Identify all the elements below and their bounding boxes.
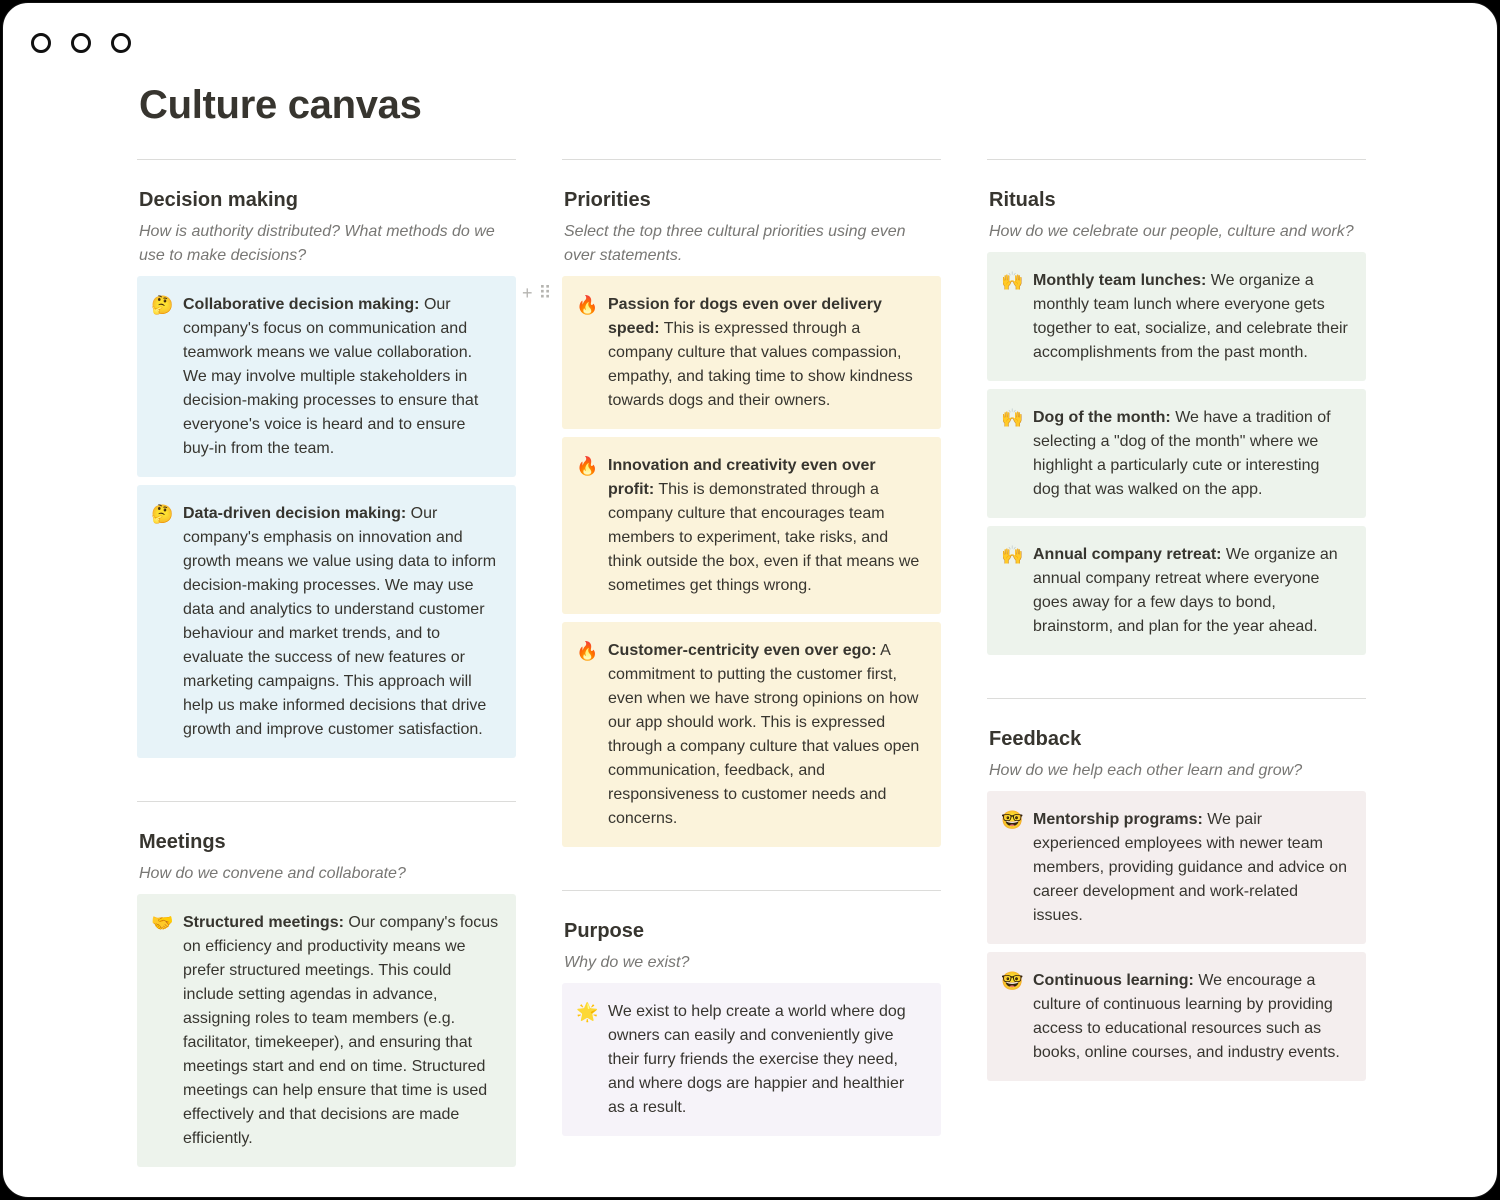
section-description[interactable]: How is authority distributed? What methods do we use to make decisions? bbox=[139, 223, 495, 264]
section-priorities bbox=[562, 159, 941, 847]
callout-heading: Continuous learning: bbox=[1033, 972, 1194, 989]
callout-heading: Collaborative decision making: bbox=[183, 296, 420, 313]
callout-heading: Annual company retreat: bbox=[1033, 546, 1222, 563]
section-title[interactable]: Rituals bbox=[989, 189, 1056, 211]
callout-body: Our company's focus on efficiency and productivity means we prefer structured meetings. This could include setting agendas in advance, assigning roles to team members (e.g. facilitator, timekeeper), and ensuring that meetings start and end on time. Structured meetings can help ensure that time is used effectively and that decisions are made efficiently. bbox=[183, 914, 499, 1147]
callout-heading: Data-driven decision making: bbox=[183, 505, 407, 522]
section-description[interactable]: Why do we exist? bbox=[564, 954, 690, 971]
callout-text[interactable] bbox=[608, 454, 925, 598]
nerd-face-icon[interactable]: 🤓 bbox=[1001, 810, 1024, 830]
callout-block[interactable] bbox=[562, 276, 941, 429]
callout-text[interactable] bbox=[183, 293, 500, 461]
callout-block[interactable] bbox=[137, 894, 516, 1167]
callout-block[interactable] bbox=[137, 276, 516, 477]
callout-block[interactable] bbox=[562, 437, 941, 614]
page-title[interactable]: Culture canvas bbox=[139, 83, 422, 127]
fire-icon[interactable]: 🔥 bbox=[576, 456, 599, 476]
section-title[interactable]: Meetings bbox=[139, 831, 226, 853]
callout-text[interactable] bbox=[1033, 969, 1350, 1065]
callout-text[interactable] bbox=[608, 1000, 925, 1120]
callout-body: This is demonstrated through a company culture that encourages team members to experiment, take risks, and think outside the box, even if that means we sometimes get things wrong. bbox=[608, 481, 920, 594]
callout-block[interactable] bbox=[987, 952, 1366, 1081]
handshake-icon[interactable]: 🤝 bbox=[151, 913, 174, 933]
column-left bbox=[137, 159, 516, 1198]
callout-text[interactable] bbox=[608, 293, 925, 413]
drag-handle-icon[interactable]: ⠿ bbox=[538, 283, 552, 303]
callout-heading: Mentorship programs: bbox=[1033, 811, 1203, 828]
callout-heading: Structured meetings: bbox=[183, 914, 344, 931]
callout-text[interactable] bbox=[608, 639, 925, 831]
callout-body: We organize a monthly team lunch where everyone gets together to eat, socialize, and celebrate their accomplishments from the past month. bbox=[1033, 272, 1348, 361]
block-hover-handle bbox=[522, 283, 552, 303]
callout-body: We encourage a culture of continuous learning by providing access to educational resources such as books, online courses, and industry events. bbox=[1033, 972, 1340, 1061]
section-description[interactable]: How do we celebrate our people, culture and work? bbox=[989, 223, 1354, 240]
callout-text[interactable] bbox=[183, 911, 500, 1151]
callout-text[interactable] bbox=[1033, 808, 1350, 928]
callout-heading: Monthly team lunches: bbox=[1033, 272, 1207, 289]
callout-heading: Passion for dogs even over delivery speed: bbox=[608, 296, 882, 337]
fire-icon[interactable]: 🔥 bbox=[576, 295, 599, 315]
callout-text[interactable] bbox=[1033, 269, 1350, 365]
callout-heading: Customer-centricity even over ego: bbox=[608, 642, 877, 659]
callout-block[interactable] bbox=[137, 485, 516, 758]
window-controls bbox=[31, 33, 131, 53]
section-title[interactable]: Decision making bbox=[139, 189, 298, 211]
section-rituals bbox=[987, 159, 1366, 655]
section-description[interactable]: Select the top three cultural priorities using even over statements. bbox=[564, 223, 906, 264]
callout-body: Our company's focus on communication and teamwork means we value collaboration. We may involve multiple stakeholders in decision-making processes to ensure that everyone's voice is heard and to ensure buy-in from the team. bbox=[183, 296, 479, 457]
callout-text[interactable] bbox=[1033, 406, 1350, 502]
callout-block[interactable] bbox=[562, 983, 941, 1136]
fire-icon[interactable]: 🔥 bbox=[576, 641, 599, 661]
callout-block[interactable] bbox=[987, 791, 1366, 944]
column-middle bbox=[562, 159, 941, 1179]
callout-heading: Innovation and creativity even over profit: bbox=[608, 457, 876, 498]
callout-body: We exist to help create a world where dog owners can easily and conveniently give their furry friends the exercise they need, and where dogs are happier and healthier as a result. bbox=[608, 1003, 906, 1116]
section-description[interactable]: How do we convene and collaborate? bbox=[139, 865, 406, 882]
app-window bbox=[2, 2, 1498, 1198]
callout-block[interactable] bbox=[987, 389, 1366, 518]
thinking-face-icon[interactable]: 🤔 bbox=[151, 295, 174, 315]
thinking-face-icon[interactable]: 🤔 bbox=[151, 504, 174, 524]
window-maximize-button[interactable] bbox=[111, 33, 131, 53]
nerd-face-icon[interactable]: 🤓 bbox=[1001, 971, 1024, 991]
callout-block[interactable] bbox=[987, 252, 1366, 381]
raised-hands-icon[interactable]: 🙌 bbox=[1001, 545, 1024, 565]
callout-body: We organize an annual company retreat where everyone goes away for a few days to bond, brainstorm, and plan for the year ahead. bbox=[1033, 546, 1338, 635]
callout-body: We pair experienced employees with newer team members, providing guidance and advice on career development and work-related issues. bbox=[1033, 811, 1347, 924]
callout-body: This is expressed through a company culture that values compassion, empathy, and taking time to show kindness towards dogs and their owners. bbox=[608, 320, 913, 409]
callout-text[interactable] bbox=[183, 502, 500, 742]
section-description[interactable]: How do we help each other learn and grow? bbox=[989, 762, 1303, 779]
section-feedback bbox=[987, 698, 1366, 1081]
column-right bbox=[987, 159, 1366, 1124]
section-purpose bbox=[562, 890, 941, 1136]
star-icon[interactable]: 🌟 bbox=[576, 1002, 599, 1022]
callout-body: A commitment to putting the customer first, even when we have strong opinions on how our app should work. This is expressed through a company culture that values open communication, feedback, and responsiveness to customer needs and concerns. bbox=[608, 642, 920, 827]
add-block-icon[interactable]: + bbox=[522, 283, 533, 303]
callout-block[interactable] bbox=[987, 526, 1366, 655]
section-title[interactable]: Purpose bbox=[564, 920, 645, 942]
raised-hands-icon[interactable]: 🙌 bbox=[1001, 271, 1024, 291]
callout-body: We have a tradition of selecting a "dog of the month" where we highlight a particularly cute or interesting dog that was walked on the app. bbox=[1033, 409, 1331, 498]
callout-block[interactable] bbox=[562, 622, 941, 847]
callout-text[interactable] bbox=[1033, 543, 1350, 639]
window-close-button[interactable] bbox=[31, 33, 51, 53]
section-decision-making bbox=[137, 159, 516, 758]
section-title[interactable]: Feedback bbox=[989, 728, 1082, 750]
section-title[interactable]: Priorities bbox=[564, 189, 651, 211]
raised-hands-icon[interactable]: 🙌 bbox=[1001, 408, 1024, 428]
section-meetings bbox=[137, 801, 516, 1167]
window-minimize-button[interactable] bbox=[71, 33, 91, 53]
callout-heading: Dog of the month: bbox=[1033, 409, 1171, 426]
callout-body: Our company's emphasis on innovation and growth means we value using data to inform decision-making processes. We may use data and analytics to understand customer behaviour and market trends, and to evaluate the success of new features or marketing campaigns. This approach will help us make informed decisions that drive growth and improve customer satisfaction. bbox=[183, 505, 497, 738]
